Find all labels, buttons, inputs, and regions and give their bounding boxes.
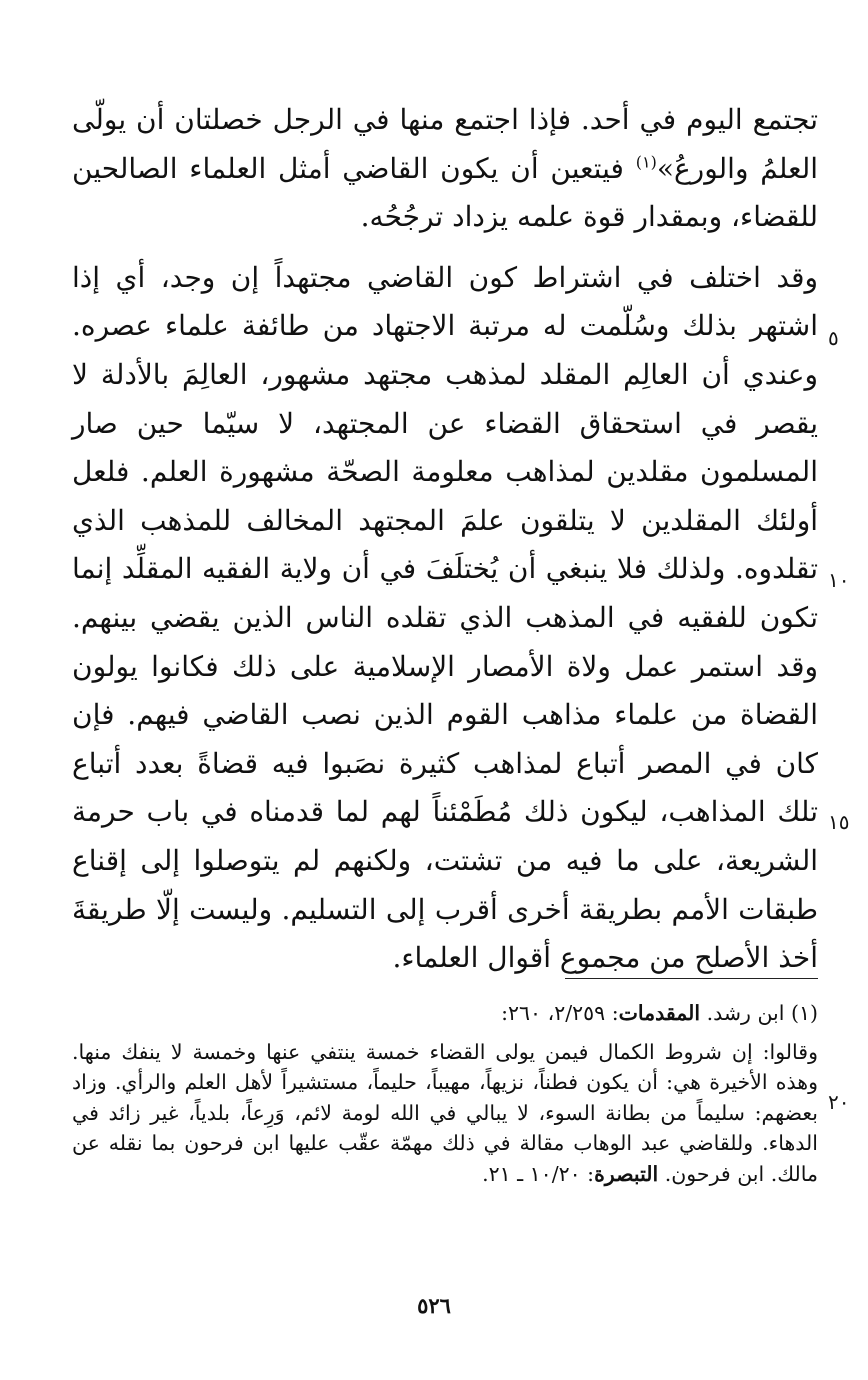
footnote-body-suffix: : ١٠/٢٠ ـ ٢١. — [482, 1161, 595, 1186]
paragraph-2: وقد اختلف في اشتراط كون القاضي مجتهداً إن وجد، أي إذا اشتهر بذلك وسُلّمت له مرتبة الاجتهاد من طائفة علماء عصره. وعندي أن العالِم المقلد لمذهب مجتهد مشهور، العالِمَ بالأدلة لا يقصر في استحقاق القضاء عن المجتهد، لا سيّما حين صار المسلمون مقلدين لمذاهب معلومة الصحّة مشهورة العلم. فلعل أولئك المقلدين لا يتلقون علمَ المجتهد المخالف للمذهب الذي تقلدوه. ولذلك فلا ينبغي أن يُختلَفَ في أن ولاية الفقيه المقلِّد إنما تكون للفقيه في المذهب الذي تقلده الناس الذين يقضي بينهم. وقد استمر عمل ولاة الأمصار الإسلامية على ذلك فكانوا يولون القضاة من علماء مذاهب القوم الذين نصب القاضي فيهم. فإن كان في المصر أتباع لمذاهب كثيرة نصَبوا فيه قضاةً بعدد أتباع تلك المذاهب، ليكون ذلك مُطَمْئناً لهم لما قدمناه في باب حرمة الشريعة، على ما فيه من تشتت، ولكنهم لم يتوصلوا إلى إقناع طبقات الأمم بطريقة أخرى أقرب إلى التسليم. وليست إلّا طريقةَ أخذ الأصلح من مجموع أقوال العلماء. — [72, 260, 818, 975]
footnote-reference[interactable]: (١) — [635, 152, 657, 172]
line-number-10: ١٠ — [828, 568, 850, 592]
footnote-citation — [72, 998, 818, 1029]
footnote-citation-suffix: : ٢/٢٥٩، ٢٦٠: — [501, 1001, 619, 1025]
paragraph-1-end: فيتعين أن يكون القاضي أمثل العلماء الصالحين للقضاء، وبمقدار قوة علمه يزداد ترجُحُه. — [72, 151, 818, 234]
line-number-20: ٢٠ — [828, 1090, 850, 1114]
footnote-body-text: وقالوا: إن شروط الكمال فيمن يولى القضاء خمسة ينتفي عنها وخمسة لا ينفك منها. وهذه الأخيرة هي: أن يكون فطناً، نزيهاً، مهيباً، حليماً، مستشيراً لأهل العلم والرأي. وزاد بعضهم: سليماً من بطانة السوء، لا يبالي في الله لومة لائم، وَرِعاً، بلدياً، غير زائد في الدهاء. وللقاضي عبد الوهاب مقالة في ذلك مهمّة عقّب عليها ابن فرحون بما نقله عن مالك. ابن فرحون. — [72, 1039, 818, 1186]
footnote-divider — [565, 978, 818, 979]
footnote-citation-prefix: (١) ابن رشد. — [700, 1001, 818, 1025]
page-number: ٥٢٦ — [417, 1293, 451, 1318]
paragraph-1 — [72, 96, 818, 242]
footnote-body — [72, 1037, 818, 1190]
footnote-citation-work: المقدمات — [618, 1001, 701, 1025]
main-text — [72, 96, 818, 983]
line-number-5: ٥ — [828, 326, 839, 350]
line-number-15: ١٥ — [828, 810, 850, 834]
footnotes — [72, 998, 818, 1189]
paragraph-1-start: تجتمع اليوم في أحد. فإذا اجتمع منها في الرجل خصلتان أن يولّى العلمُ والورعُ» — [72, 103, 818, 185]
footnote-body-work: التبصرة — [594, 1161, 659, 1186]
